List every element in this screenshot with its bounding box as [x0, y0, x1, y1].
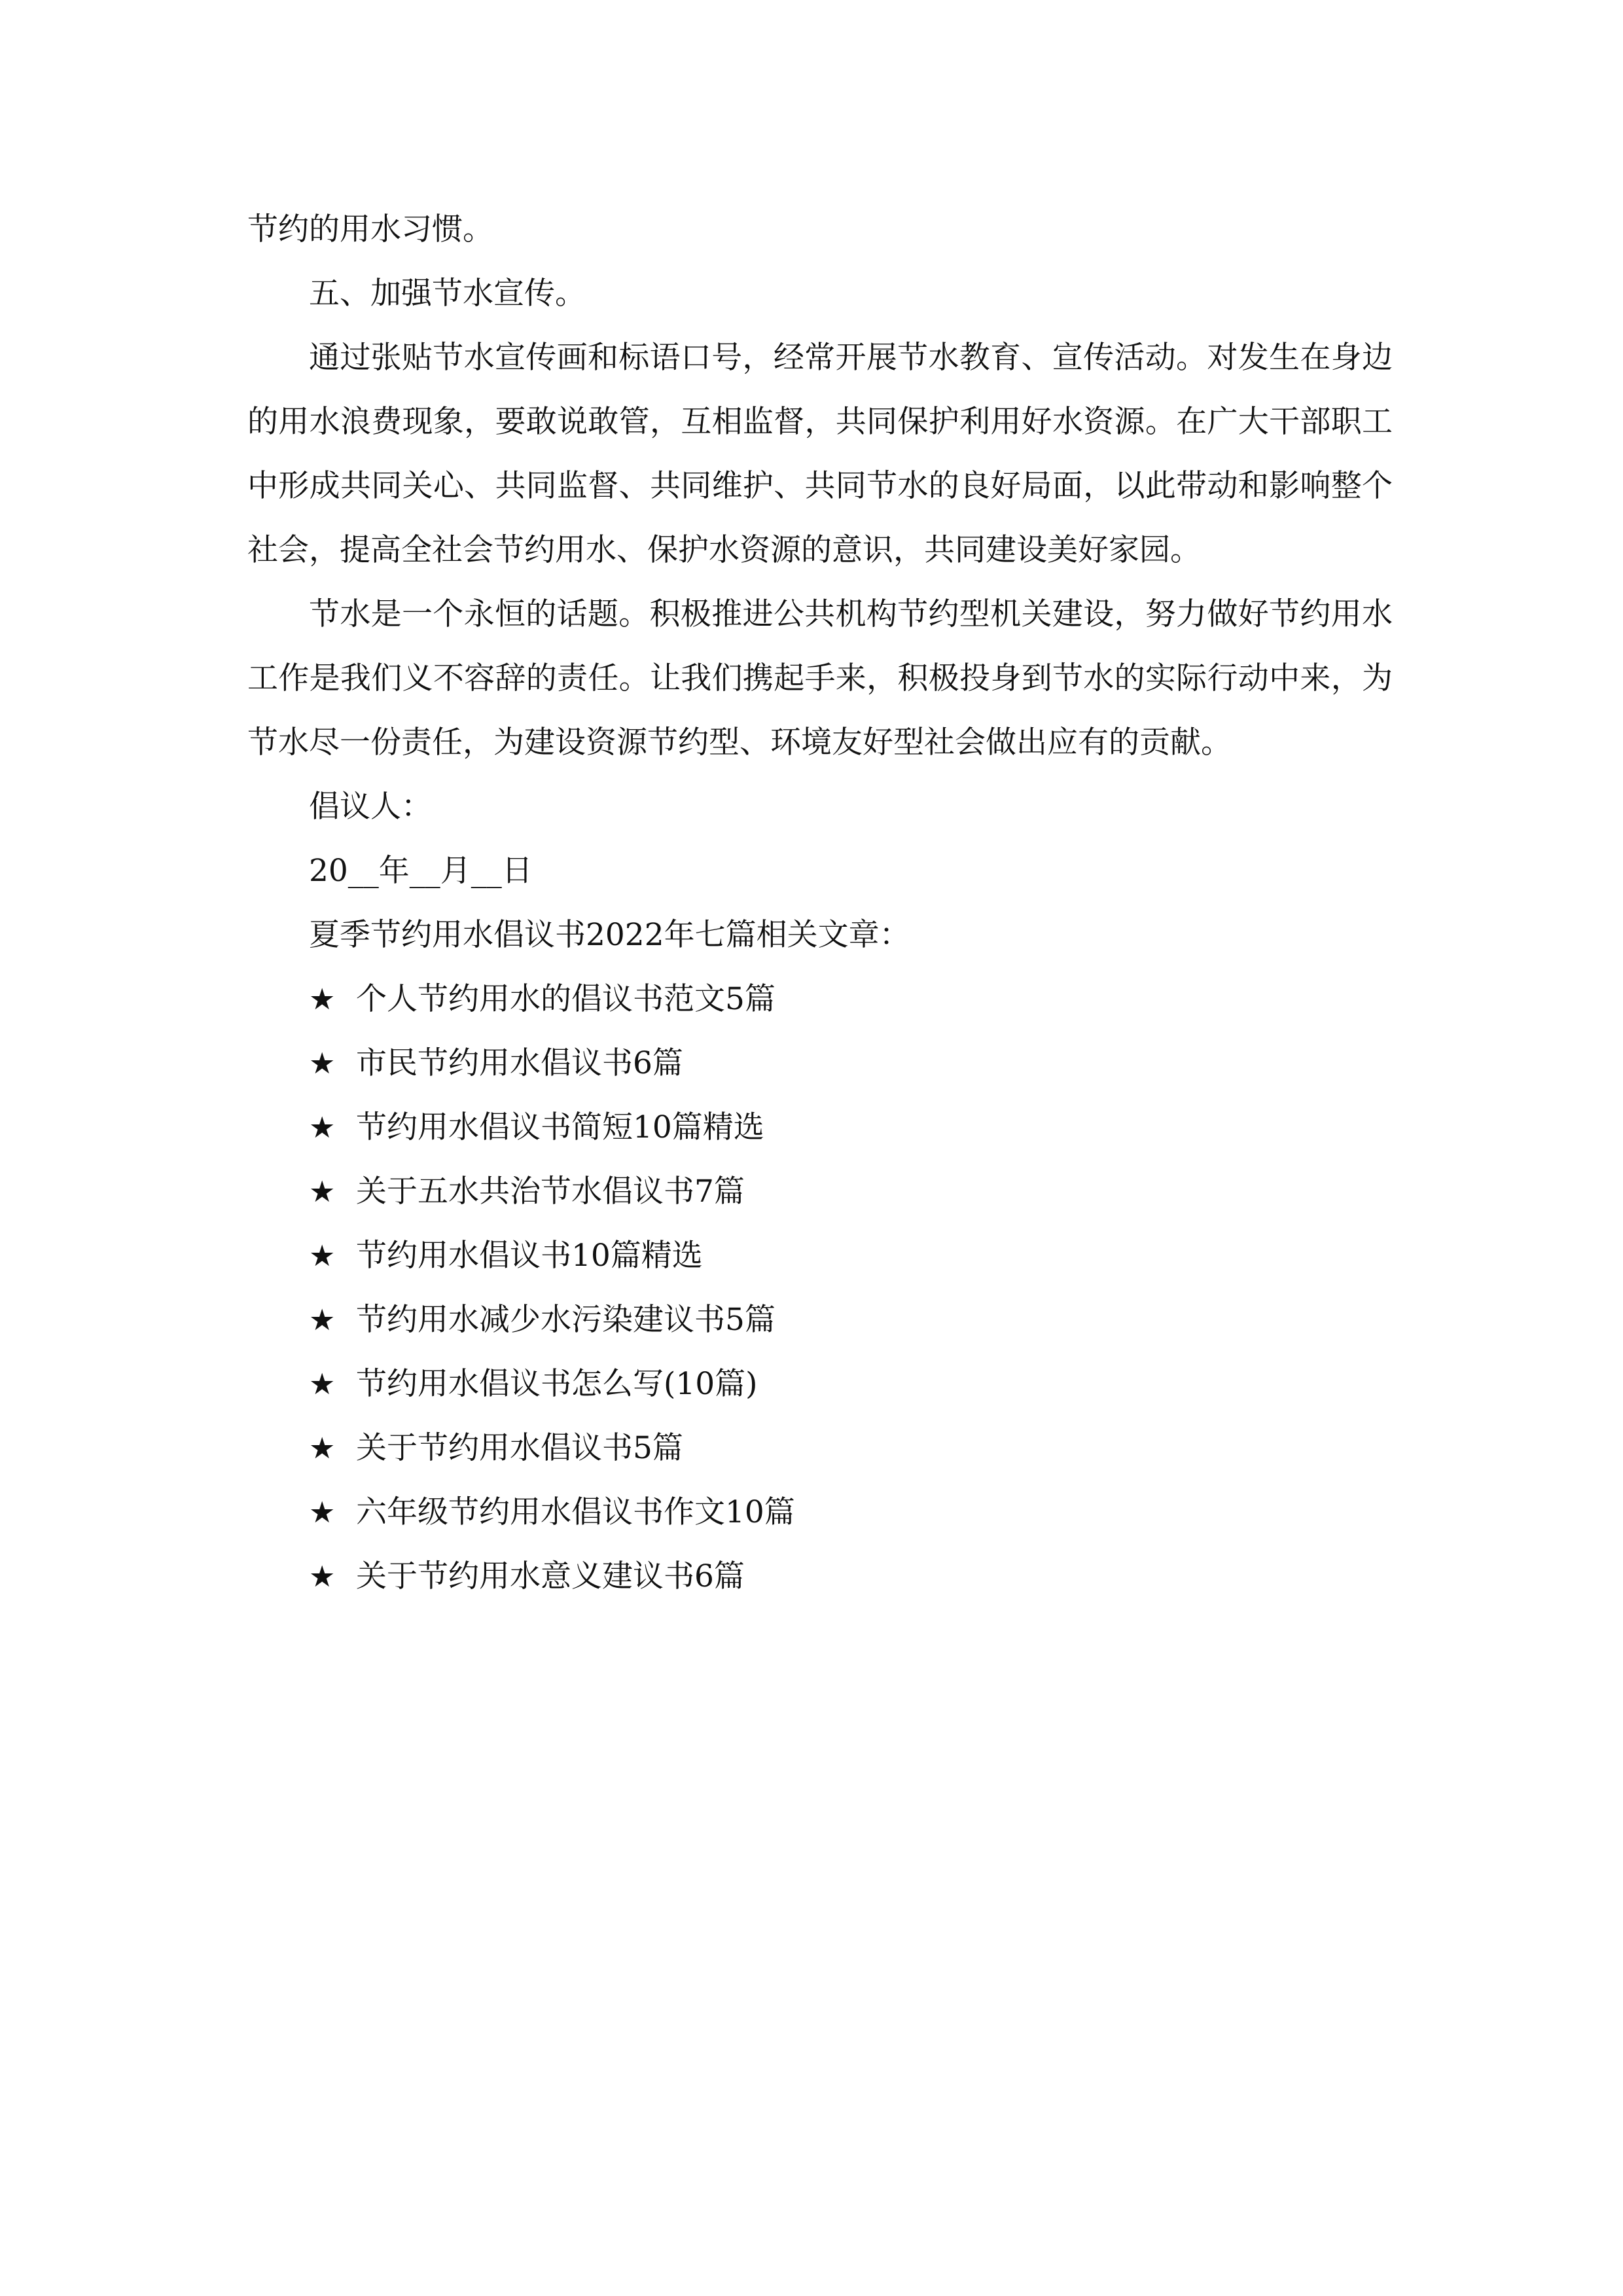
related-article-item[interactable] — [247, 1480, 1393, 1545]
related-article-title[interactable]: 节约用水倡议书怎么写(10篇) — [356, 1366, 758, 1402]
related-article-item[interactable] — [247, 1224, 1393, 1288]
related-article-title[interactable]: 节约用水倡议书简短10篇精选 — [356, 1109, 764, 1145]
star-icon: ★ — [309, 1559, 336, 1594]
related-article-item[interactable] — [247, 1160, 1393, 1224]
paragraph-publicity: 通过张贴节水宣传画和标语口号，经常开展节水教育、宣传活动。对发生在身边的用水浪费现象，要敢说敢管，互相监督，共同保护利用好水资源。在广大干部职工中形成共同关心、共同监督、共同维护、共同节水的良好局面，以此带动和影响整个社会，提高全社会节约用水、保护水资源的意识，共同建设美好家园。 — [247, 340, 1393, 568]
related-article-title[interactable]: 节约用水倡议书10篇精选 — [356, 1238, 703, 1274]
related-article-title[interactable]: 关于五水共治节水倡议书7篇 — [356, 1174, 745, 1210]
related-article-title[interactable]: 节约用水减少水污染建议书5篇 — [356, 1302, 776, 1338]
star-icon: ★ — [309, 1431, 336, 1465]
star-icon: ★ — [309, 982, 336, 1016]
related-article-item[interactable] — [247, 1031, 1393, 1096]
related-article-title[interactable]: 市民节约用水倡议书6篇 — [356, 1045, 683, 1081]
related-article-item[interactable] — [247, 1096, 1393, 1160]
date-line: 20__年__月__日 — [309, 853, 533, 889]
signature-label: 倡议人： — [309, 789, 432, 825]
document-body — [247, 198, 1393, 1609]
related-heading: 夏季节约用水倡议书2022年七篇相关文章： — [309, 917, 910, 953]
related-article-title[interactable]: 关于节约用水意义建议书6篇 — [356, 1558, 745, 1594]
star-icon: ★ — [309, 1302, 336, 1337]
related-article-item[interactable] — [247, 1288, 1393, 1352]
paragraph-closing: 节水是一个永恒的话题。积极推进公共机构节约型机关建设，努力做好节约用水工作是我们义不容辞的责任。让我们携起手来，积极投身到节水的实际行动中来，为节水尽一份责任，为建设资源节约型、环境友好型社会做出应有的贡献。 — [247, 596, 1393, 761]
star-icon: ★ — [309, 1367, 336, 1401]
related-articles-list — [247, 967, 1393, 1609]
related-article-title[interactable]: 六年级节约用水倡议书作文10篇 — [356, 1494, 795, 1530]
related-article-title[interactable]: 个人节约用水的倡议书范文5篇 — [356, 981, 776, 1017]
star-icon: ★ — [309, 1495, 336, 1530]
star-icon: ★ — [309, 1174, 336, 1209]
section-heading: 五、加强节水宣传。 — [309, 276, 586, 312]
star-icon: ★ — [309, 1110, 336, 1145]
related-article-item[interactable] — [247, 1352, 1393, 1416]
paragraph-continuation: 节约的用水习惯。 — [247, 211, 493, 247]
star-icon: ★ — [309, 1238, 336, 1273]
related-article-item[interactable] — [247, 1545, 1393, 1609]
related-article-item[interactable] — [247, 1416, 1393, 1480]
related-article-title[interactable]: 关于节约用水倡议书5篇 — [356, 1430, 683, 1466]
related-article-item[interactable] — [247, 967, 1393, 1031]
star-icon: ★ — [309, 1046, 336, 1081]
